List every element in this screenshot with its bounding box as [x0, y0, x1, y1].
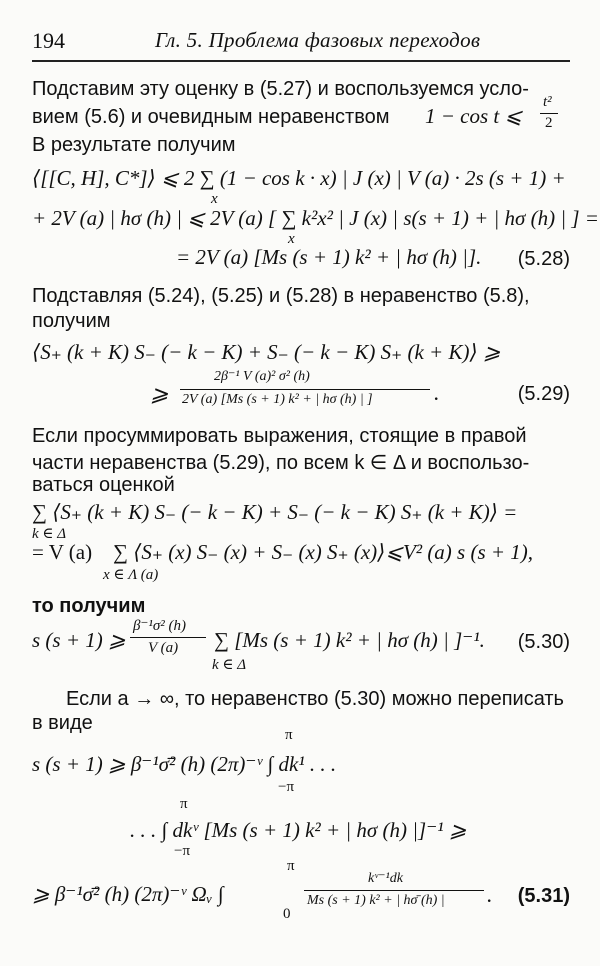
eq-5-29-line-1: ⟨S₊ (k + K) S₋ (− k − K) + S₋ (− k − K) S₊ (k + K)⟩ ⩾ [32, 340, 501, 364]
header-rule [32, 60, 570, 62]
eq-5-31-denominator: Ms (s + 1) k² + | hσ̄ (h) | [307, 893, 445, 908]
eq-5-28-sum-index-1: x [211, 191, 218, 207]
eq-5-30-fraction-bar [130, 637, 206, 638]
sum-line-1-index: k ∈ Δ [32, 526, 67, 542]
eq-5-30-denominator: V (a) [148, 640, 179, 656]
paragraph-1-inequality: 1 − cos t ⩽ [425, 104, 523, 128]
paragraph-4-line-1: то получим [32, 595, 146, 617]
eq-5-31-int-1-lower: −π [278, 779, 295, 795]
eq-5-30-lhs: s (s + 1) ⩾ [32, 628, 126, 652]
eq-5-31-int-3-upper: π [287, 858, 295, 874]
eq-5-28-line-3: = 2V (a) [Ms (s + 1) k² + | hσ (h) |]. [176, 245, 482, 269]
eq-5-29-denominator: 2V (a) [Ms (s + 1) k² + | hσ (h) | ] [182, 392, 373, 407]
chapter-title: Гл. 5. Проблема фазовых переходов [155, 28, 481, 52]
eq-5-31-int-3-lower: 0 [283, 906, 291, 922]
page-number: 194 [32, 28, 65, 53]
eq-5-28-line-1: ⟨[[C, H], C*]⟩ ⩽ 2 ∑ (1 − cos k · x) | J (x) | V (a) · 2s (s + 1) + [32, 166, 566, 190]
paragraph-3-line-3: ваться оценкой [32, 474, 175, 496]
sum-line-2-index: x ∈ Λ (a) [103, 567, 159, 583]
paragraph-2-line-1: Подставляя (5.24), (5.25) и (5.28) в неравенство (5.8), [32, 285, 530, 307]
paragraph-1-fraction-numerator: t² [543, 94, 552, 110]
eq-5-31-period: . [487, 882, 493, 907]
eq-5-31-int-2-lower: −π [174, 843, 191, 859]
paragraph-1-fraction-denominator: 2 [545, 115, 553, 131]
eq-5-31-line-3: ⩾ β⁻¹σ̄² (h) (2π)⁻ᵛ Ωᵥ ∫ [32, 882, 224, 906]
sum-line-1: ∑ ⟨S₊ (k + K) S₋ (− k − K) + S₋ (− k − K) S₊ (k + K)⟩ = [32, 500, 518, 524]
eq-5-29-geq: ⩾ [150, 381, 169, 406]
eq-5-29-fraction-bar [180, 389, 430, 390]
paragraph-3-line-2: части неравенства (5.29), по всем k ∈ Δ и воспользо- [32, 452, 530, 474]
paragraph-5-line-1: Если a → ∞, то неравенство (5.30) можно переписать [66, 688, 564, 710]
eq-5-29-numerator: 2β⁻¹ V (a)² σ² (h) [214, 369, 310, 384]
paragraph-1-fraction-bar [540, 113, 558, 114]
eq-5-30-sum-index: k ∈ Δ [212, 657, 247, 673]
eq-5-28-line-2: + 2V (a) | hσ (h) | ⩽ 2V (a) [ ∑ k²x² | J (x) | s(s + 1) + | hσ (h) | ] = [32, 206, 599, 230]
eq-5-31-line-1: s (s + 1) ⩾ β⁻¹σ̄² (h) (2π)⁻ᵛ ∫ dk¹ . . . [32, 752, 337, 776]
eq-5-31-int-1-upper: π [285, 727, 293, 743]
eq-5-28-sum-index-2: x [288, 231, 295, 247]
eq-5-29-label: (5.29) [517, 383, 570, 405]
eq-5-29-period: . [434, 380, 440, 405]
paragraph-1-line-1: Подставим эту оценку в (5.27) и воспользуемся усло- [32, 78, 529, 100]
eq-5-31-numerator: kᵛ⁻¹dk [368, 871, 403, 886]
paragraph-1-line-2: вием (5.6) и очевидным неравенством [32, 106, 390, 128]
eq-5-31-int-2-upper: π [180, 796, 188, 812]
eq-5-30-numerator: β⁻¹σ² (h) [133, 618, 187, 634]
eq-5-31-line-2: . . . ∫ dkᵛ [Ms (s + 1) k² + | hσ (h) |]⁻¹ ⩾ [130, 818, 467, 842]
eq-5-30-rhs: ∑ [Ms (s + 1) k² + | hσ (h) | ]⁻¹. [214, 628, 485, 652]
eq-5-28-label: (5.28) [517, 248, 570, 270]
eq-5-31-label: (5.31) [517, 885, 570, 907]
sum-line-2: ∑ ⟨S₊ (x) S₋ (x) + S₋ (x) S₊ (x)⟩⩽V² (a) s (s + 1), [113, 540, 534, 564]
sum-line-2-prefix: = V (a) [32, 540, 93, 564]
paragraph-5-line-2: в виде [32, 712, 93, 734]
paragraph-1-line-3: В результате получим [32, 134, 236, 156]
paragraph-2-line-2: получим [32, 310, 111, 332]
eq-5-31-fraction-bar [304, 890, 484, 891]
paragraph-3-line-1: Если просуммировать выражения, стоящие в правой [32, 425, 527, 447]
eq-5-30-label: (5.30) [517, 631, 570, 653]
